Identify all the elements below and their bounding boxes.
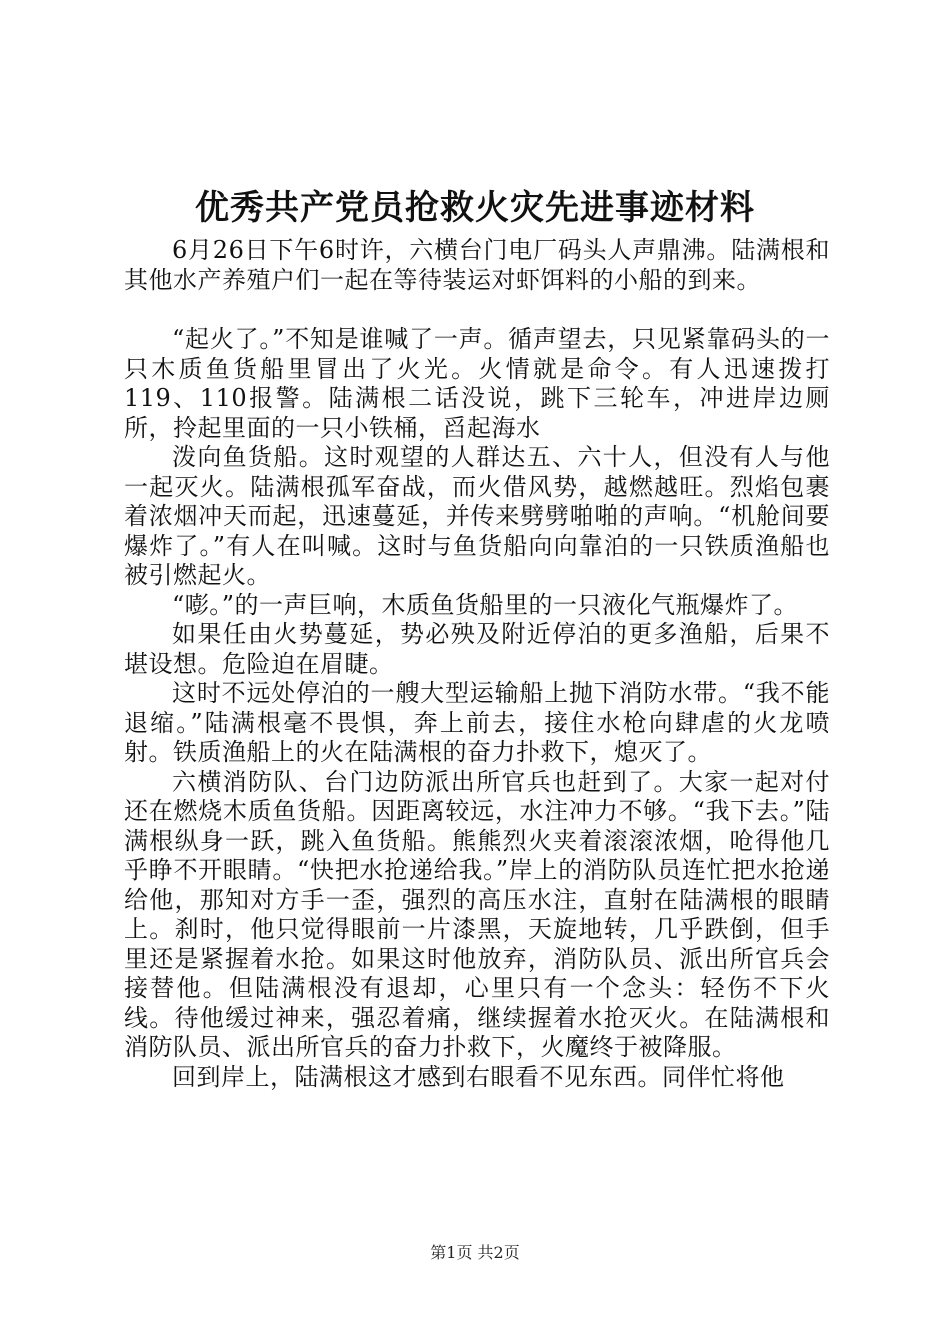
paragraph: 这时不远处停泊的一艘大型运输船上抛下消防水带。“我不能退缩。”陆满根毫不畏惧，奔上前去，接住水枪向肆虐的火龙喷射。铁质渔船上的火在陆满根的奋力扑救下，熄灭了。 <box>124 679 830 766</box>
document-body <box>124 236 830 1092</box>
paragraph: 6月26日下午6时许，六横台门电厂码头人声鼎沸。陆满根和其他水产养殖户们一起在等待装运对虾饵料的小船的到来。 <box>124 236 830 294</box>
paragraph: 如果任由火势蔓延，势必殃及附近停泊的更多渔船，后果不堪设想。危险迫在眉睫。 <box>124 620 830 678</box>
paragraph: 泼向鱼货船。这时观望的人群达五、六十人，但没有人与他一起灭火。陆满根孤军奋战，而火借风势，越燃越旺。烈焰包裹着浓烟冲天而起，迅速蔓延，并传来劈劈啪啪的声响。“机舱间要爆炸了。”有人在叫喊。这时与鱼货船向向靠泊的一只铁质渔船也被引燃起火。 <box>124 443 830 589</box>
paragraph: “嘭。”的一声巨响，木质鱼货船里的一只液化气瓶爆炸了。 <box>172 590 799 619</box>
paragraph: 回到岸上，陆满根这才感到右眼看不见东西。同伴忙将他 <box>172 1062 785 1091</box>
paragraph: 六横消防队、台门边防派出所官兵也赶到了。大家一起对付还在燃烧木质鱼货船。因距离较远，水注冲力不够。“我下去。”陆满根纵身一跃，跳入鱼货船。熊熊烈火夹着滚滚浓烟，呛得他几乎睁不开眼睛。“快把水抢递给我。”岸上的消防队员连忙把水抢递给他，那知对方手一歪，强烈的高压水注，直射在陆满根的眼睛上。刹时，他只觉得眼前一片漆黑，天旋地转，几乎跌倒，但手里还是紧握着水抢。如果这时他放弃，消防队员、派出所官兵会接替他。但陆满根没有退却，心里只有一个念头：轻伤不下火线。待他缓过神来，强忍着痛，继续握着水抢灭火。在陆满根和消防队员、派出所官兵的奋力扑救下，火魔终于被降服。 <box>124 767 830 1061</box>
page-footer: 第1页 共2页 <box>430 1243 520 1262</box>
page-title: 优秀共产党员抢救火灾先进事迹材料 <box>195 188 755 228</box>
paragraph: “起火了。”不知是谁喊了一声。循声望去，只见紧靠码头的一只木质鱼货船里冒出了火光。火情就是命令。有人迅速拨打119、110报警。陆满根二话没说，跳下三轮车，冲进岸边厕所，拎起里面的一只小铁桶，舀起海水 <box>124 325 830 442</box>
